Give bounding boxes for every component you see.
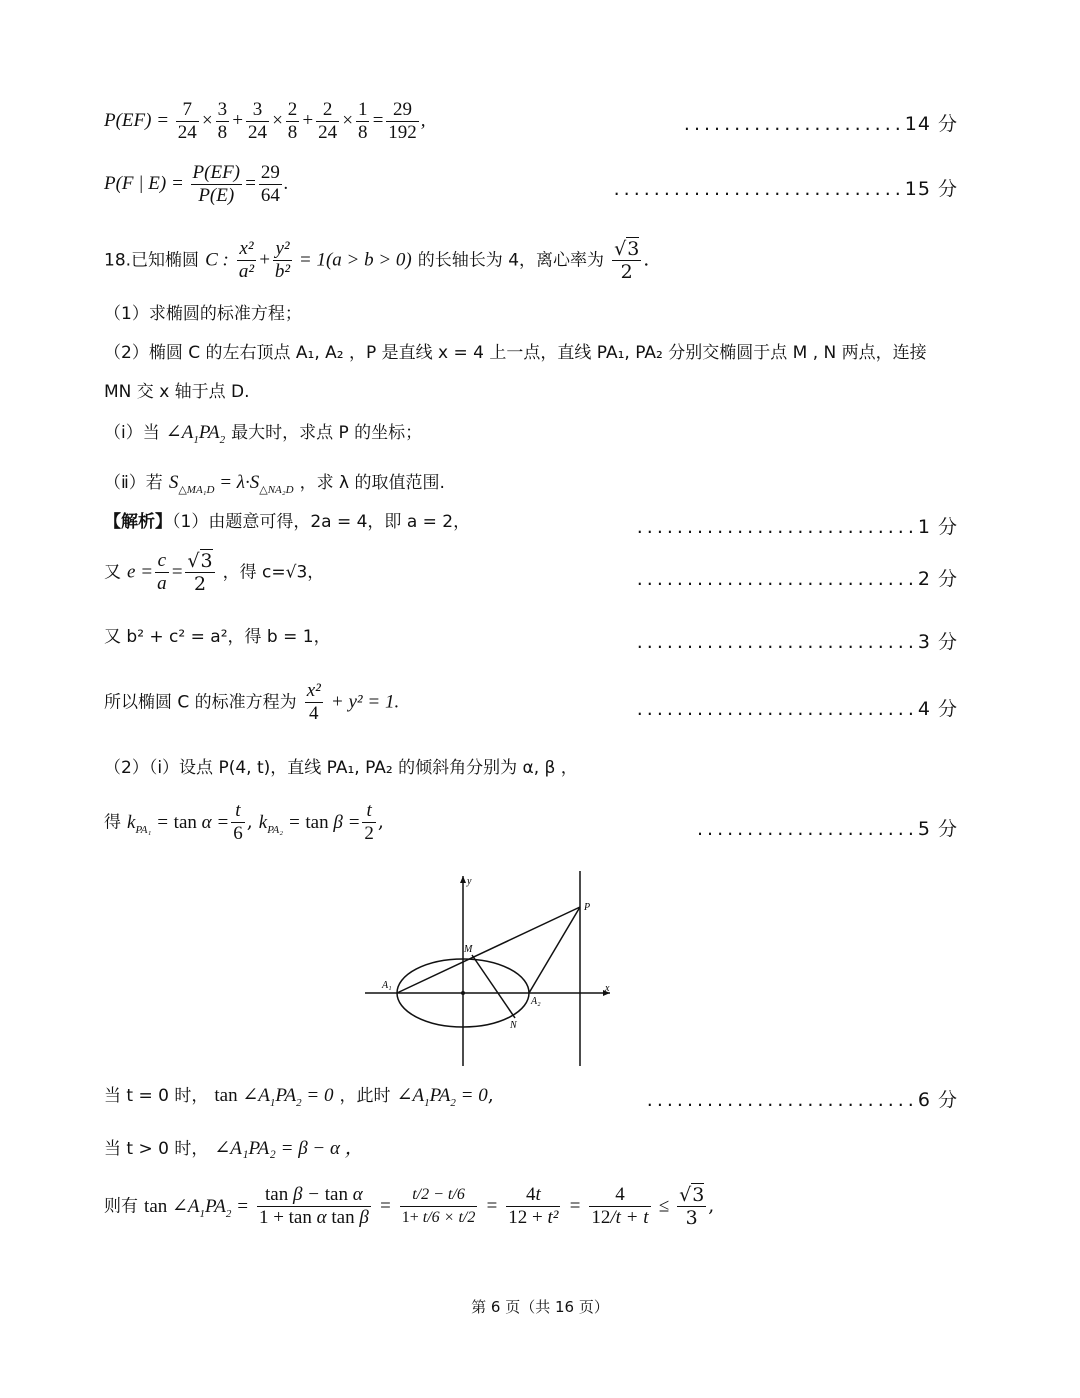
label-a1: A₁ <box>382 980 392 991</box>
solution-step-9: 则有 $\tan \angle A_1PA_2$ = $\frac{\text{tan β − tan α}}{\text{1 + tan α tan β}}$ = $\frac{t/2 - t/6}{1+ t/6 \times t/2}$ = $\frac{4t}{\text{12 + t²}}$ = $\frac{4}{12/t + t}$ ≤ $\frac{√3}{3}$ , <box>104 1184 715 1229</box>
page-footer: 第 6 页（共 16 页） <box>471 1298 609 1316</box>
line-mn <box>472 955 515 1018</box>
line-pa2 <box>529 907 580 993</box>
solution-step-1: 【解析】（1）由题意可得，2a = 4，即 a = 2， ............................1 分 <box>104 512 958 538</box>
label-a2: A₂ <box>531 996 541 1007</box>
subquestion-2-cont: MN 交 x 轴于点 D. <box>104 382 250 402</box>
points-5: 5 分 <box>917 818 958 840</box>
question-text: 的长轴长为 4，离心率为 <box>417 250 605 271</box>
points-14: 14 分 <box>904 113 958 135</box>
solution-step-6: 得 $k_{PA_1} = \tan \alpha$ = $\frac{t}{6}$ , $k_{PA_2} = \tan \beta$ = $\frac{t}{2}$ , ......................5 分 <box>104 800 958 844</box>
points-3: 3 分 <box>917 631 958 653</box>
points-6: 6 分 <box>917 1089 958 1111</box>
label-m: M <box>464 944 473 955</box>
points-4: 4 分 <box>917 698 958 720</box>
question-number: 18.已知椭圆 <box>104 250 200 271</box>
ellipse-diagram <box>360 866 620 1072</box>
solution-step-4: 所以椭圆 C 的标准方程为 $\frac{\text{x²}}{4}$ + y² = 1. ............................4 分 <box>104 680 958 724</box>
label-p: P <box>584 902 591 913</box>
label-n: N <box>510 1020 517 1031</box>
equation-p-f-given-e: P(F | E) = $\frac{P(EF)}{P(E)}$ = $\frac{29}{64}$ . .............................15 分 <box>104 162 958 206</box>
solution-step-2: 又 e = $\frac{c}{a}$ = $\frac{√3}{2}$ ，得 c=√3， ............................2 分 <box>104 550 958 595</box>
solution-step-7: 当 t = 0 时， $\tan \angle A_1PA_2 = 0$ ，此时 $\angle A_1PA_2 = 0$, ...........................6 分 <box>104 1084 958 1111</box>
label-x: x <box>605 983 610 994</box>
solution-step-5: （2）（ⅰ）设点 P(4, t)，直线 PA₁, PA₂ 的倾斜角分别为 α, β ， <box>104 758 578 778</box>
points-2: 2 分 <box>917 568 958 590</box>
subquestion-ii: （ⅱ）若 $S_{\triangle MA_1D} = \lambda\cdot S_{\triangle NA_2D}$ ，求 λ 的取值范围. <box>104 472 445 496</box>
subquestion-i: （ⅰ）当 $\angle A_1PA_2$ 最大时，求点 P 的坐标； <box>104 422 423 446</box>
solution-step-8: 当 t > 0 时， ∠A₁PA₂ = β − α ， <box>104 1138 364 1159</box>
equation-p-ef: P(EF) = $\frac{7}{24}$ × $\frac{3}{8}$ + $\frac{3}{24}$ × $\frac{2}{8}$ + $\frac{2}{24}$ × $\frac{1}{8}$ = $\frac{29}{192}$ , ......................14 分 <box>104 99 958 143</box>
subquestion-1: （1）求椭圆的标准方程； <box>104 304 302 324</box>
label-y: y <box>467 876 472 887</box>
points-15: 15 分 <box>904 178 958 200</box>
points-1: 1 分 <box>917 516 958 538</box>
solution-step-3: 又 b² + c² = a²，得 b = 1， ............................3 分 <box>104 627 958 653</box>
question-18: 18.已知椭圆 C : $\frac{\text{x²}}{\text{a²}}$ + $\frac{\text{y²}}{\text{b²}}$ = 1(a > b > 0) 的长轴长为 4，离心率为 $\frac{√3}{2}$ . <box>104 238 650 283</box>
subquestion-2: （2）椭圆 C 的左右顶点 A₁, A₂ ，P 是直线 x = 4 上一点，直线 PA₁, PA₂ 分别交椭圆于点 M , N 两点，连接 <box>104 343 927 363</box>
